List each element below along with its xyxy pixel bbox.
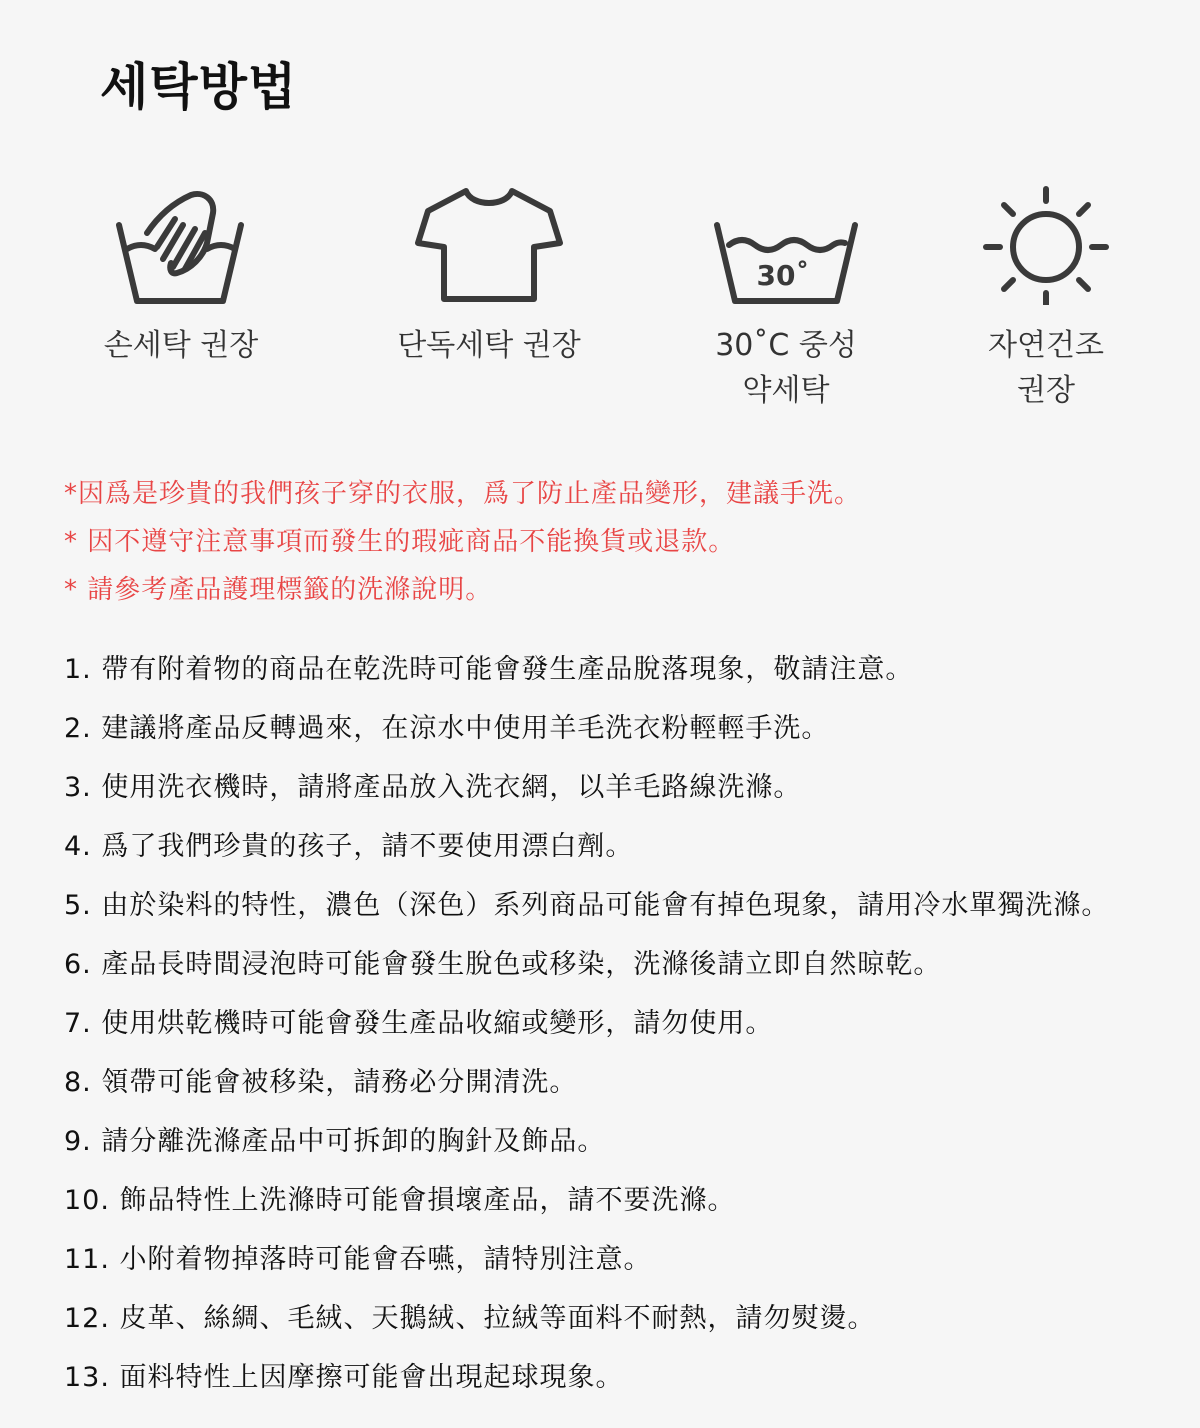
instruction-item: 1. 帶有附着物的商品在乾洗時可能會發生產品脫落現象，敬請注意。 [64,654,914,685]
instruction-item: 7. 使用烘乾機時可能會發生產品收縮或變形，請勿使用。 [64,1008,774,1039]
wash-temperature: 30˚ [756,259,810,292]
warning-notes [64,470,861,614]
instruction-item: 3. 使用洗衣機時，請將產品放入洗衣網，以羊毛路線洗滌。 [64,772,802,803]
warning-note: *因爲是珍貴的我們孩子穿的衣服，爲了防止產品變形，建議手洗。 [64,479,862,509]
tshirt-icon [414,185,564,305]
instruction-item: 9. 請分離洗滌產品中可拆卸的胸針及飾品。 [64,1126,606,1157]
care-label-natural-dry: 자연건조 권장 [988,328,1104,408]
washing-instructions [64,640,1184,1407]
instruction-item: 11. 小附着物掉落時可能會吞嚥，請特別注意。 [64,1244,652,1275]
sun-dry-icon [981,185,1111,305]
instruction-item: 6. 產品長時間浸泡時可能會發生脫色或移染，洗滌後請立即自然晾乾。 [64,949,942,980]
instruction-item: 13. 面料特性上因摩擦可能會出現起球現象。 [64,1362,624,1393]
warning-note: * 因不遵守注意事項而發生的瑕疵商品不能換貨或退款。 [64,527,736,557]
wash-30-icon [711,185,861,305]
care-label-hand-wash: 손세탁 권장 [103,328,259,363]
care-item-wash-separately [339,185,639,368]
care-item-wash-30 [636,185,936,413]
warning-note: * 請參考產品護理標籤的洗滌說明。 [64,575,493,605]
care-item-natural-dry [896,185,1196,413]
instruction-item: 4. 爲了我們珍貴的孩子，請不要使用漂白劑。 [64,831,634,862]
instruction-item: 10. 飾品特性上洗滌時可能會損壞產品，請不要洗滌。 [64,1185,736,1216]
care-item-hand-wash [31,185,331,368]
page-title: 세탁방법 [100,58,298,116]
instruction-item: 2. 建議將產品反轉過來，在涼水中使用羊毛洗衣粉輕輕手洗。 [64,713,830,744]
care-label-wash-separately: 단독세탁 권장 [397,328,581,363]
care-label-wash-30: 30˚C 중성 약세탁 [715,328,857,408]
instruction-item: 5. 由於染料的特性，濃色（深色）系列商品可能會有掉色現象，請用冷水單獨洗滌。 [64,890,1110,921]
instruction-item: 8. 領帶可能會被移染，請務必分開清洗。 [64,1067,578,1098]
hand-wash-icon [111,185,251,305]
instruction-item: 12. 皮革、絲綢、毛絨、天鵝絨、拉絨等面料不耐熱，請勿熨燙。 [64,1303,876,1334]
